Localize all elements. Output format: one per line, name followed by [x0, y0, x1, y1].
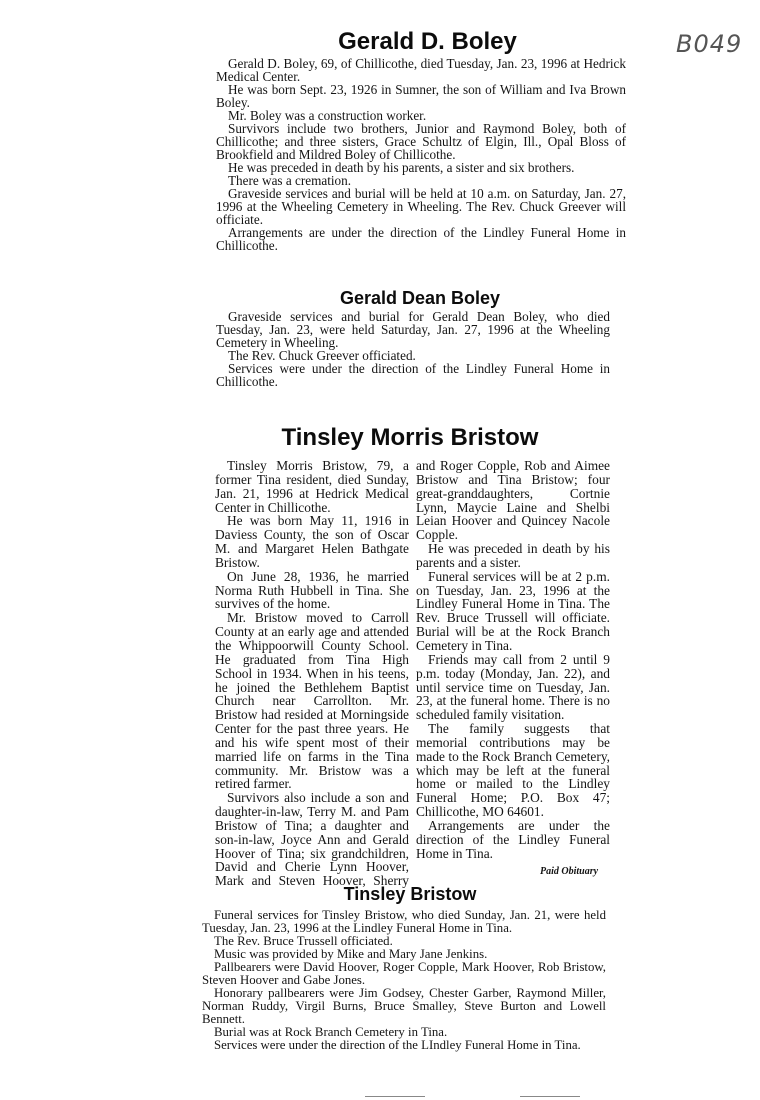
paragraph: He was preceded in death by his parents and a sister. — [416, 541, 610, 570]
paragraph: He was born Sept. 23, 1926 in Sumner, the son of William and Iva Brown Boley. — [216, 82, 626, 110]
paragraph: Survivors also include a son and daughter-in-law, Terry M. and Pam Bristow of Tina; a daughter and son-in-law, Joyce Ann and Gerald Hoover of Tina; six grandchildren, David and Cherie Lynn Hoover, Mark and Steven Hoover, Sherry — [215, 790, 409, 889]
paragraph: There was a cremation. — [228, 173, 352, 188]
handwritten-page-number: B049 — [676, 30, 743, 58]
paragraph: Funeral services will be at 2 p.m. on Tuesday, Jan. 23, 1996 at the Lindley Funeral Home in Tina. The Rev. Bruce Trussell will officiate. Burial will be at the Rock Branch Cemetery in Tina. — [416, 568, 610, 653]
paragraph: He was born May 11, 1916 in Daviess County, the son of Oscar M. and Margaret Helen Bathgate Bristow. — [215, 513, 409, 570]
article-title-tinsley-morris-bristow: Tinsley Morris Bristow — [281, 424, 539, 451]
paragraph: The Rev. Chuck Greever officiated. — [228, 348, 416, 363]
paragraph: Arrangements are under the direction of the Lindley Funeral Home in Tina. — [416, 817, 610, 861]
paragraph: Services were under the direction of the Lindley Funeral Home in Chillicothe. — [216, 361, 610, 389]
paragraph: Music was provided by Mike and Mary Jane Jenkins. — [214, 947, 488, 961]
paragraph: Mr. Bristow moved to Carroll County at an early age and attended the Whippoorwill County School. He graduated from Tina High School in 1934. When in his teens, he joined the Bethlehem Baptist Church near Carrollton. Mr. Bristow had resided at Morningside Center for the past three years. He and his wife spent most of their married life on farms in the Tina community. Mr. Bristow was a retired farmer. — [215, 610, 409, 792]
paid-obituary-label: Paid Obituary — [540, 866, 599, 877]
article-title-gerald-dean-boley: Gerald Dean Boley — [339, 288, 501, 308]
article-column-2 — [416, 459, 610, 860]
paragraph: Friends may call from 2 until 9 p.m. today (Monday, Jan. 22), and until service time on Tuesday, Jan. 23, at the funeral home. There is no scheduled family visitation. — [416, 651, 610, 723]
article-column-1 — [215, 459, 409, 888]
paragraph: and Roger Copple, Rob and Aimee Bristow and Tina Bristow; four great-granddaughters, Cortnie Lynn, Maycie Laine and Shelbi Leian Hoover and Quincey Nacole Copple. — [416, 458, 610, 543]
article-body-gerald-dean-boley — [216, 310, 610, 388]
article-title-gerald-d-boley: Gerald D. Boley — [338, 28, 517, 55]
article-title-tinsley-bristow: Tinsley Bristow — [343, 884, 477, 904]
paragraph: Funeral services for Tinsley Bristow, who died Sunday, Jan. 21, were held Tuesday, Jan. 23, 1996 at the Lindley Funeral Home in Tina. — [202, 908, 606, 935]
paragraph: Honorary pallbearers were Jim Godsey, Chester Garber, Raymond Miller, Norman Ruddy, Virgil Burns, Bruce Smalley, Steve Burton and Lowell Bennett. — [202, 986, 606, 1026]
paragraph: The family suggests that memorial contributions may be made to the Rock Branch Cemetery, which may be left at the funeral home or mailed to the Lindley Funeral Home; P.O. Box 47; Chillicothe, MO 64601. — [416, 721, 610, 820]
paragraph: Mr. Boley was a construction worker. — [228, 108, 427, 123]
paragraph: Burial was at Rock Branch Cemetery in Tina. — [214, 1025, 448, 1039]
paragraph: On June 28, 1936, he married Norma Ruth Hubbell in Tina. She survives of the home. — [215, 568, 409, 612]
article-body-gerald-d-boley — [216, 57, 626, 252]
paragraph: Gerald D. Boley, 69, of Chillicothe, died Tuesday, Jan. 23, 1996 at Hedrick Medical Center. — [216, 56, 626, 84]
divider — [365, 1096, 425, 1097]
paragraph: He was preceded in death by his parents, a sister and six brothers. — [228, 160, 575, 175]
paragraph: The Rev. Bruce Trussell officiated. — [214, 934, 393, 948]
paragraph: Graveside services and burial will be held at 10 a.m. on Saturday, Jan. 27, 1996 at the Wheeling Cemetery in Wheeling. The Rev. Chuck Greever will officiate. — [216, 186, 626, 227]
paragraph: Tinsley Morris Bristow, 79, a former Tina resident, died Sunday, Jan. 21, 1996 at Hedrick Medical Center in Chillicothe. — [215, 458, 409, 515]
paragraph: Graveside services and burial for Gerald Dean Boley, who died Tuesday, Jan. 23, were held Saturday, Jan. 27, 1996 at the Wheeling Cemetery in Wheeling. — [216, 309, 610, 350]
paragraph: Pallbearers were David Hoover, Roger Copple, Mark Hoover, Rob Bristow, Steven Hoover and Gabe Jones. — [202, 960, 606, 987]
paragraph: Arrangements are under the direction of the Lindley Funeral Home in Chillicothe. — [216, 225, 626, 253]
article-body-tinsley-bristow — [202, 909, 606, 1052]
paragraph: Survivors include two brothers, Junior and Raymond Boley, both of Chillicothe; and three sisters, Grace Schultz of Elgin, Ill., Opal Bloss of Brookfield and Mildred Boley of Chillicothe. — [216, 121, 626, 162]
divider — [520, 1096, 580, 1097]
paragraph: Services were under the direction of the LIndley Funeral Home in Tina. — [214, 1038, 581, 1052]
